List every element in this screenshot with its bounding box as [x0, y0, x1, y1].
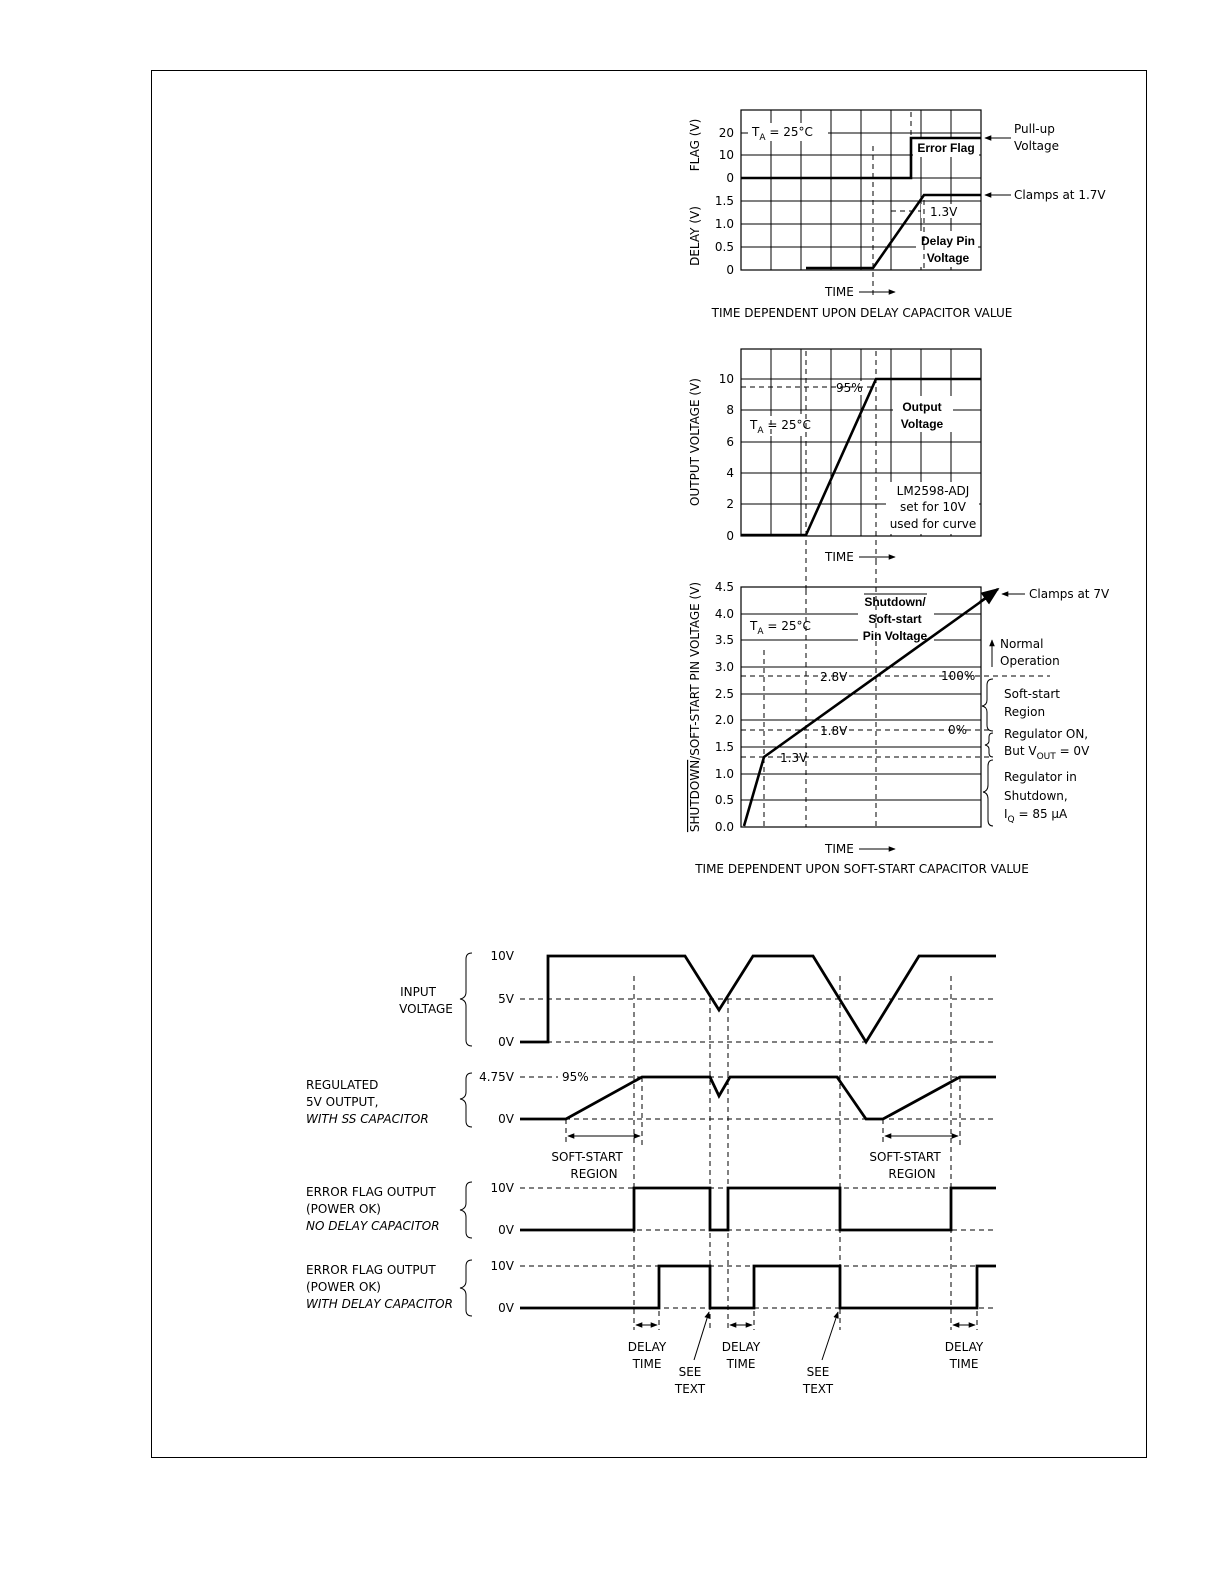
- clamps-7v-label: Clamps at 7V: [1029, 587, 1110, 601]
- delay-time-1-label-2: TIME: [632, 1357, 662, 1371]
- chart3-100pct-label: 100%: [941, 669, 976, 683]
- error-flag-delay-label-1: ERROR FLAG OUTPUT: [306, 1263, 436, 1277]
- input-brace: [460, 953, 472, 1046]
- softstart-region-label-2: Region: [1004, 705, 1046, 719]
- input-10v-label: 10V: [490, 949, 514, 963]
- delay-pin-label-1: Delay Pin: [920, 234, 976, 248]
- regulator-on-label-2: But $V_{OUT} = 0V$: [1004, 744, 1090, 762]
- ss-tick-0-5: 0.5: [714, 793, 734, 807]
- see-text-1-label-2: TEXT: [674, 1382, 706, 1396]
- softstart-region-brace: [982, 679, 993, 731]
- ss-tick-1-0: 1.0: [714, 767, 734, 781]
- timing-diagram: [306, 949, 996, 1396]
- regulated-label-2: 5V OUTPUT,: [306, 1095, 379, 1109]
- chart2-95pct-label: 95%: [836, 381, 863, 395]
- softstart-region-2-label-2: REGION: [888, 1167, 936, 1181]
- delay-time-1-label-1: DELAY: [627, 1340, 667, 1354]
- out-tick-4: 4: [726, 466, 734, 480]
- error-flag-label: Error Flag: [917, 141, 975, 155]
- softstart-region-1-label-1: SOFT-START: [551, 1150, 623, 1164]
- delay-tick-1-0: 1.0: [714, 217, 734, 231]
- chart3-13v-label: 1.3V: [780, 751, 808, 765]
- flag-axis-label: FLAG (V): [688, 118, 702, 172]
- delay-time-3-label-1: DELAY: [944, 1340, 984, 1354]
- delay-axis-label: DELAY (V): [688, 206, 702, 266]
- regulated-95pct-label: 95%: [562, 1070, 589, 1084]
- error-flag-nodelay-label-2: (POWER OK): [306, 1202, 381, 1216]
- pullup-label-2: Voltage: [1014, 139, 1060, 153]
- lm2598-note-3: used for curve: [889, 517, 977, 531]
- chart2-time-label: TIME: [825, 550, 854, 564]
- softstart-pin-label-2: Soft-start: [868, 612, 922, 626]
- regulated-output-waveform: [520, 1077, 996, 1119]
- chart3-0pct-label: 0%: [948, 723, 968, 737]
- softstart-pin-label-1: Shutdown/: [864, 595, 926, 609]
- shutdown-label-2: Shutdown,: [1004, 789, 1068, 803]
- regulated-0v-label: 0V: [498, 1112, 514, 1126]
- error-flag-delay-label-2: (POWER OK): [306, 1280, 381, 1294]
- ed-0v-label: 0V: [498, 1301, 514, 1315]
- see-text-2-label-2: TEXT: [802, 1382, 834, 1396]
- shutdown-brace: [983, 760, 993, 826]
- normal-op-label-2: Operation: [1000, 654, 1060, 668]
- delay-tick-0: 0: [726, 263, 734, 277]
- chart1-time-label: TIME: [825, 285, 854, 299]
- flag-tick-10: 10: [718, 148, 734, 162]
- lm2598-note-2: set for 10V: [900, 500, 966, 514]
- softstart-region-2-label-1: SOFT-START: [869, 1150, 941, 1164]
- ss-tick-3-0: 3.0: [714, 660, 734, 674]
- see-text-1-label-1: SEE: [678, 1365, 702, 1379]
- flag-tick-0: 0: [726, 171, 734, 185]
- error-flag-nodelay-brace: [460, 1182, 472, 1238]
- shutdown-label-1: Regulator in: [1004, 770, 1077, 784]
- output-voltage-label-1: Output: [902, 400, 942, 414]
- softstart-region-1-label-2: REGION: [570, 1167, 618, 1181]
- clamps-17-label: Clamps at 1.7V: [1014, 188, 1106, 202]
- error-flag-nodelay-label-1: ERROR FLAG OUTPUT: [306, 1185, 436, 1199]
- ed-10v-label: 10V: [490, 1259, 514, 1273]
- ef-10v-label: 10V: [490, 1181, 514, 1195]
- ss-tick-1-5: 1.5: [714, 740, 734, 754]
- input-0v-label: 0V: [498, 1035, 514, 1049]
- delay-time-2-label-2: TIME: [726, 1357, 756, 1371]
- regulated-475-label: 4.75V: [479, 1070, 514, 1084]
- input-5v-label: 5V: [498, 992, 514, 1006]
- chart3-18v-label: 1.8V: [820, 724, 848, 738]
- out-tick-2: 2: [726, 497, 734, 511]
- out-tick-6: 6: [726, 435, 734, 449]
- error-flag-delay-waveform: [520, 1266, 996, 1308]
- input-label-2: VOLTAGE: [399, 1002, 453, 1016]
- error-flag-nodelay-label-3: NO DELAY CAPACITOR: [306, 1219, 440, 1233]
- ss-tick-0-0: 0.0: [714, 820, 734, 834]
- lm2598-note-1: LM2598-ADJ: [896, 484, 970, 498]
- chart2-ta-label: $T_A = 25^\circ C$: [750, 418, 811, 436]
- chart1-caption: TIME DEPENDENT UPON DELAY CAPACITOR VALUE: [711, 306, 1013, 320]
- chart3-time-label: TIME: [825, 842, 854, 856]
- output-voltage-axis-label: OUTPUT VOLTAGE (V): [688, 378, 702, 506]
- softstart-region-label-1: Soft-start: [1004, 687, 1060, 701]
- ss-tick-2-0: 2.0: [714, 713, 734, 727]
- ss-tick-4-0: 4.0: [714, 607, 734, 621]
- out-tick-0: 0: [726, 529, 734, 543]
- delay-tick-0-5: 0.5: [714, 240, 734, 254]
- error-flag-delay-label-3: WITH DELAY CAPACITOR: [306, 1297, 453, 1311]
- out-tick-8: 8: [726, 403, 734, 417]
- delay-tick-1-5: 1.5: [714, 194, 734, 208]
- shutdown-label-3: $I_Q = 85$ μA: [1004, 807, 1068, 825]
- regulated-label-1: REGULATED: [306, 1078, 379, 1092]
- chart-flag-delay: [688, 110, 1106, 320]
- delay-pin-label-2: Voltage: [926, 251, 970, 265]
- regulated-label-3: WITH SS CAPACITOR: [306, 1112, 429, 1126]
- softstart-pin-label-3: Pin Voltage: [862, 629, 928, 643]
- chart3-28v-label: 2.8V: [820, 670, 848, 684]
- input-label-1: INPUT: [400, 985, 436, 999]
- chart1-13v-label: 1.3V: [930, 205, 958, 219]
- error-flag-no-delay-waveform: [520, 1188, 996, 1230]
- pullup-label-1: Pull-up: [1014, 122, 1055, 136]
- chart3-caption: TIME DEPENDENT UPON SOFT-START CAPACITOR VALUE: [695, 862, 1029, 876]
- error-flag-delay-brace: [460, 1260, 472, 1316]
- ss-tick-3-5: 3.5: [714, 633, 734, 647]
- softstart-axis-label: SHUTDOWN/SOFT-START PIN VOLTAGE (V): [688, 581, 702, 833]
- output-voltage-label-2: Voltage: [900, 417, 944, 431]
- chart-shutdown-softstart: [688, 560, 1110, 876]
- normal-op-label-1: Normal: [1000, 637, 1044, 651]
- delay-time-2-label-1: DELAY: [721, 1340, 761, 1354]
- flag-tick-20: 20: [718, 126, 734, 140]
- ss-tick-4-5: 4.5: [714, 580, 734, 594]
- see-text-2-label-1: SEE: [806, 1365, 830, 1379]
- regulator-on-label-1: Regulator ON,: [1004, 727, 1089, 741]
- out-tick-10: 10: [718, 372, 734, 386]
- chart-output-voltage: [688, 349, 981, 590]
- regulated-brace: [460, 1073, 472, 1127]
- ef-0v-label: 0V: [498, 1223, 514, 1237]
- regulator-on-brace: [985, 733, 993, 757]
- ss-tick-2-5: 2.5: [714, 687, 734, 701]
- chart1-ta-label: $T_A = 25^\circ C$: [752, 125, 813, 143]
- delay-time-3-label-2: TIME: [949, 1357, 979, 1371]
- chart3-ta-label: $T_A = 25^\circ C$: [750, 619, 811, 637]
